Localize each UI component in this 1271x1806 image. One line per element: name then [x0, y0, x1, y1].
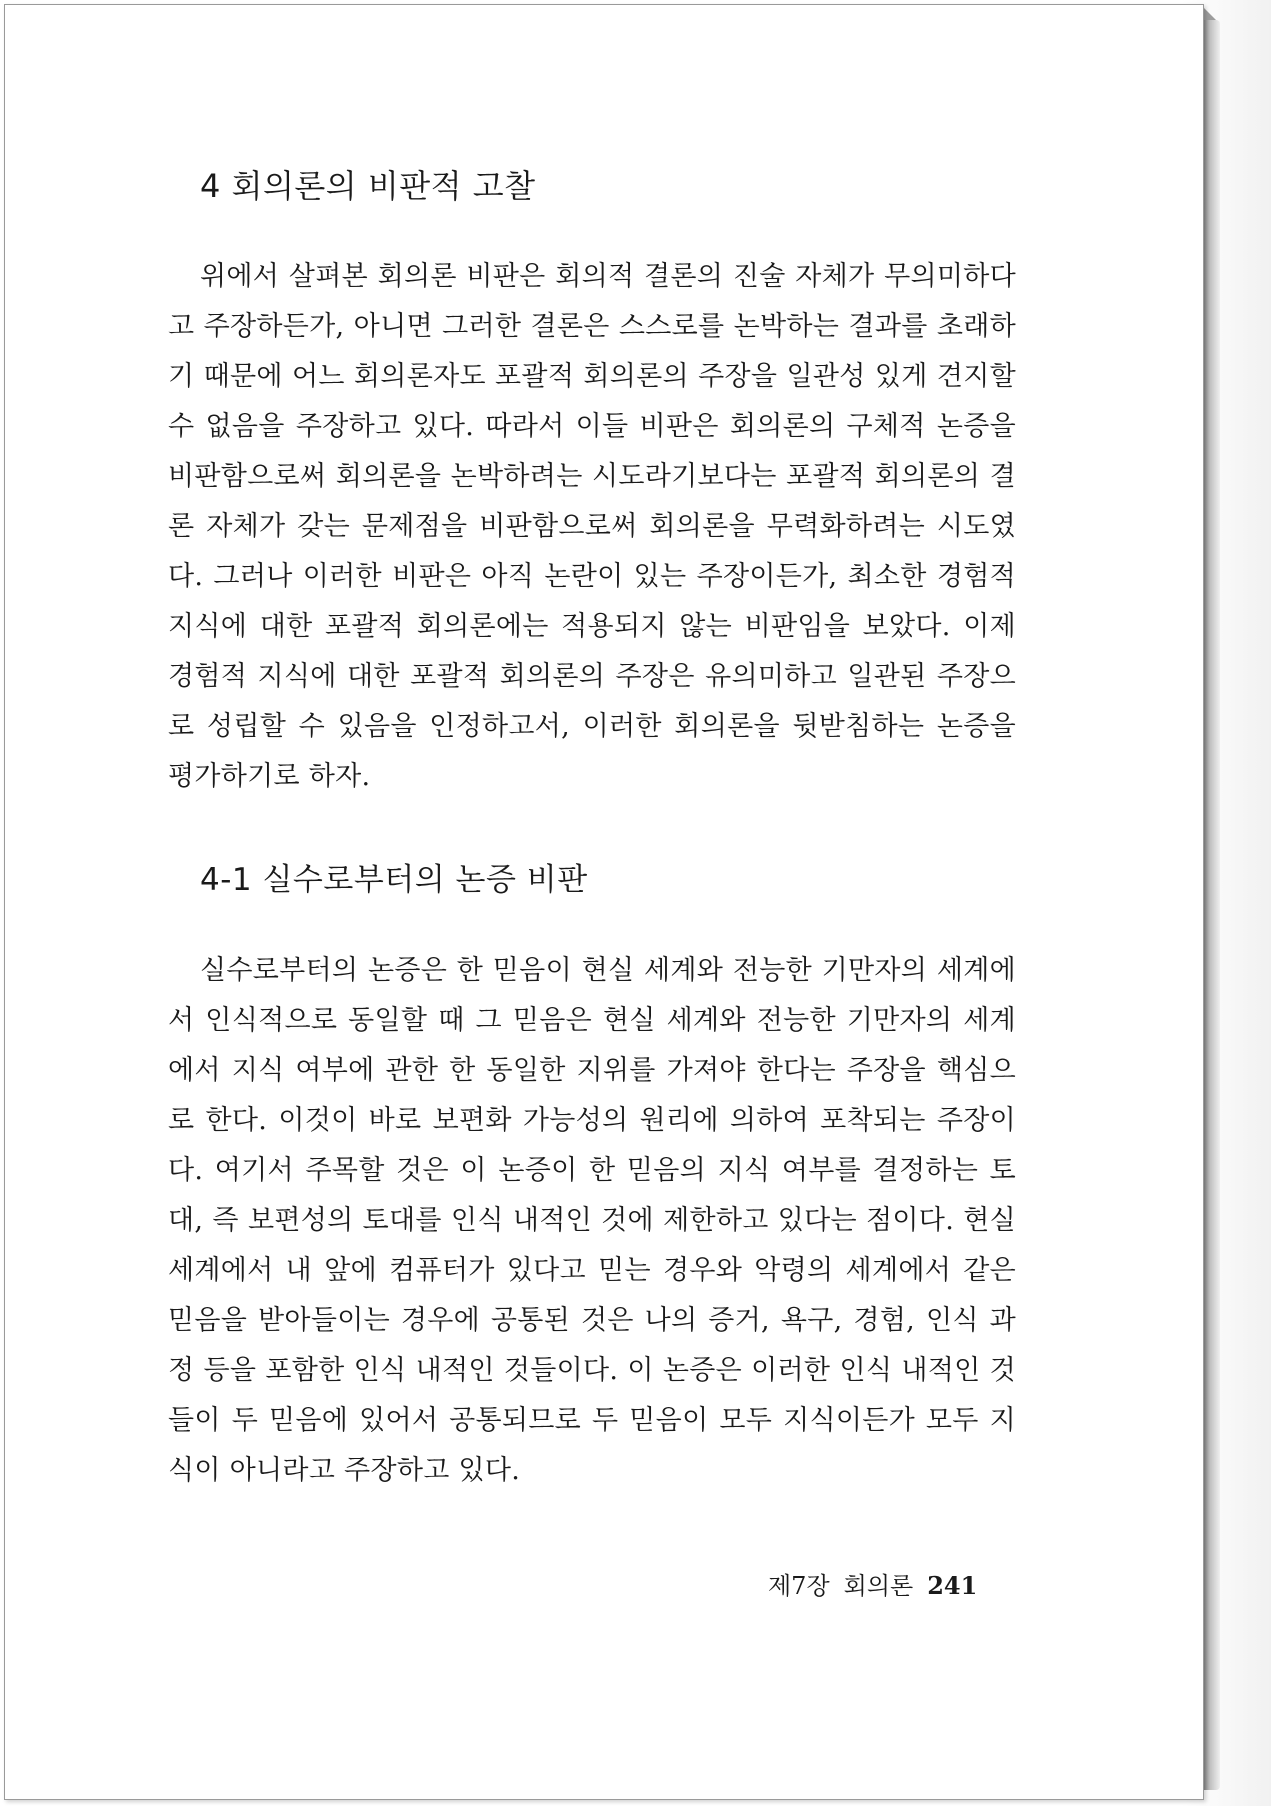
footer-chapter-title: 회의론 [843, 1572, 914, 1600]
subsection-heading: 4-1 실수로부터의 논증 비판 [200, 862, 588, 898]
section-paragraph: 위에서 살펴본 회의론 비판은 회의적 결론의 진술 자체가 무의미하다고 주장하든가, 아니면 그러한 결론은 스스로를 논박하는 결과를 초래하기 때문에 어느 회의론자도 포괄적 회의론의 주장을 일관성 있게 견지할 수 없음을 주장하고 있다. 따라서 이들 비판은 회의론의 구체적 논증을 비판함으로써 회의론을 논박하려는 시도라기보다는 포괄적 회의론의 결론 자체가 갖는 문제점을 비판함으로써 회의론을 무력화하려는 시도였다. 그러나 이러한 비판은 아직 논란이 있는 주장이든가, 최소한 경험적 지식에 대한 포괄적 회의론에는 적용되지 않는 비판임을 보았다. 이제 경험적 지식에 대한 포괄적 회의론의 주장은 유의미하고 일관된 주장으로 성립할 수 있음을 인정하고서, 이러한 회의론을 뒷받침하는 논증을 평가하기로 하자. [168, 261, 1016, 792]
section-heading: 4 회의론의 비판적 고찰 [200, 167, 536, 205]
page-content [168, 160, 1016, 1496]
footer-chapter: 제7장 [768, 1572, 830, 1600]
subsection-paragraph: 실수로부터의 논증은 한 믿음이 현실 세계와 전능한 기만자의 세계에서 인식적으로 동일할 때 그 믿음은 현실 세계와 전능한 기만자의 세계에서 지식 여부에 관한 한 동일한 지위를 가져야 한다는 주장을 핵심으로 한다. 이것이 바로 보편화 가능성의 원리에 의하여 포착되는 주장이다. 여기서 주목할 것은 이 논증이 한 믿음의 지식 여부를 결정하는 토대, 즉 보편성의 토대를 인식 내적인 것에 제한하고 있다는 점이다. 현실 세계에서 내 앞에 컴퓨터가 있다고 믿는 경우와 악령의 세계에서 같은 믿음을 받아들이는 경우에 공통된 것은 나의 증거, 욕구, 경험, 인식 과정 등을 포함한 인식 내적인 것들이다. 이 논증은 이러한 인식 내적인 것들이 두 믿음에 있어서 공통되므로 두 믿음이 모두 지식이든가 모두 지식이 아니라고 주장하고 있다. [168, 955, 1016, 1486]
page-footer [768, 1566, 977, 1601]
page-stack-edge [1204, 20, 1220, 1790]
page-number: 241 [927, 1571, 978, 1600]
